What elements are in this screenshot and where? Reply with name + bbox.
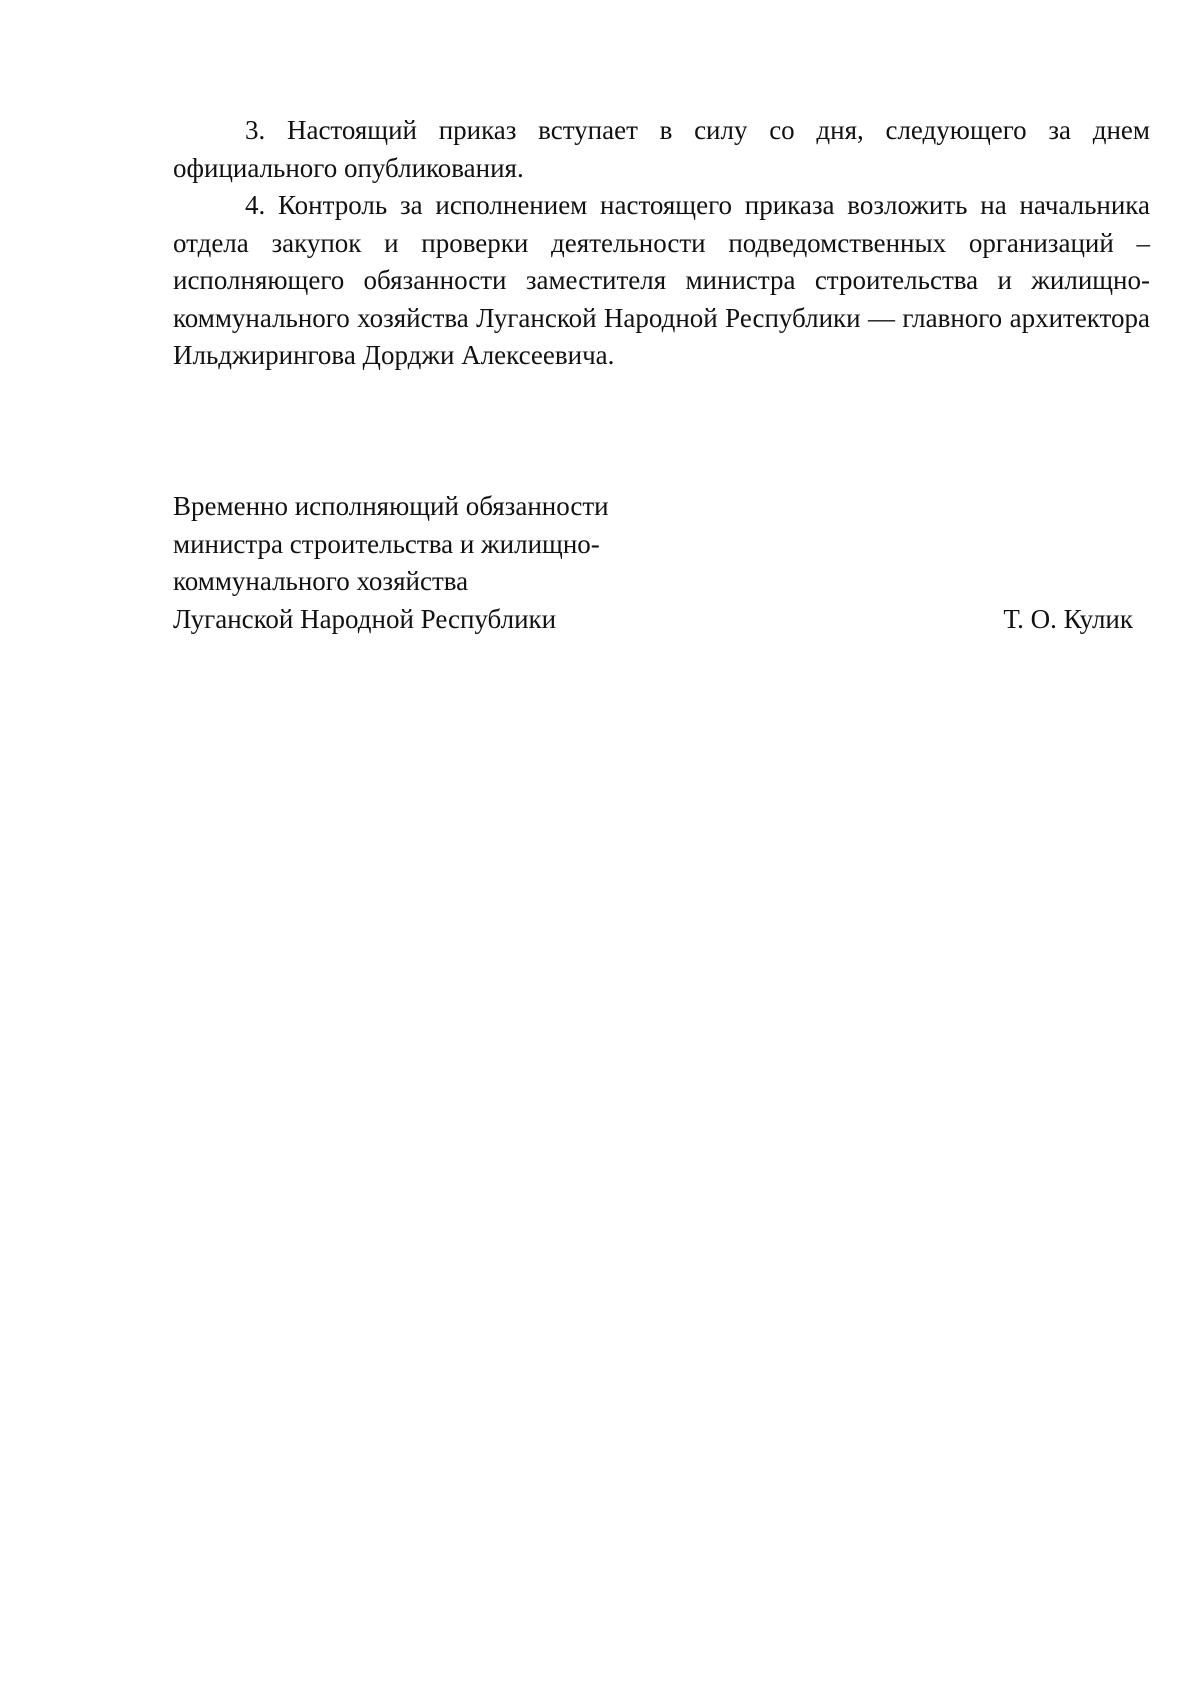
signatory-name: Т. О. Кулик [1003,603,1133,634]
signature-position-line-4: Луганской Народной Республики [173,603,557,634]
signature-position-line-2: министра строительства и жилищно- [173,528,600,559]
signature-position-line-3: коммунального хозяйства [173,566,469,596]
signature-block [173,488,1133,638]
paragraph-4: 4. Контроль за исполнением настоящего приказа возложить на начальника отдела закупок и проверки деятельности подведомственных организаций – исполняющего обязанности заместителя министра строительства и жилищно-коммунального хозяйства Луганской Народной Республики — главного архитектора Ильджирингова Дорджи Алексеевича. [173,190,1150,370]
paragraph-3: 3. Настоящий приказ вступает в силу со дня, следующего за днем официального опубликования. [173,115,1150,183]
signature-position-line-1: Временно исполняющий обязанности [173,491,609,521]
document-body [173,112,1150,375]
